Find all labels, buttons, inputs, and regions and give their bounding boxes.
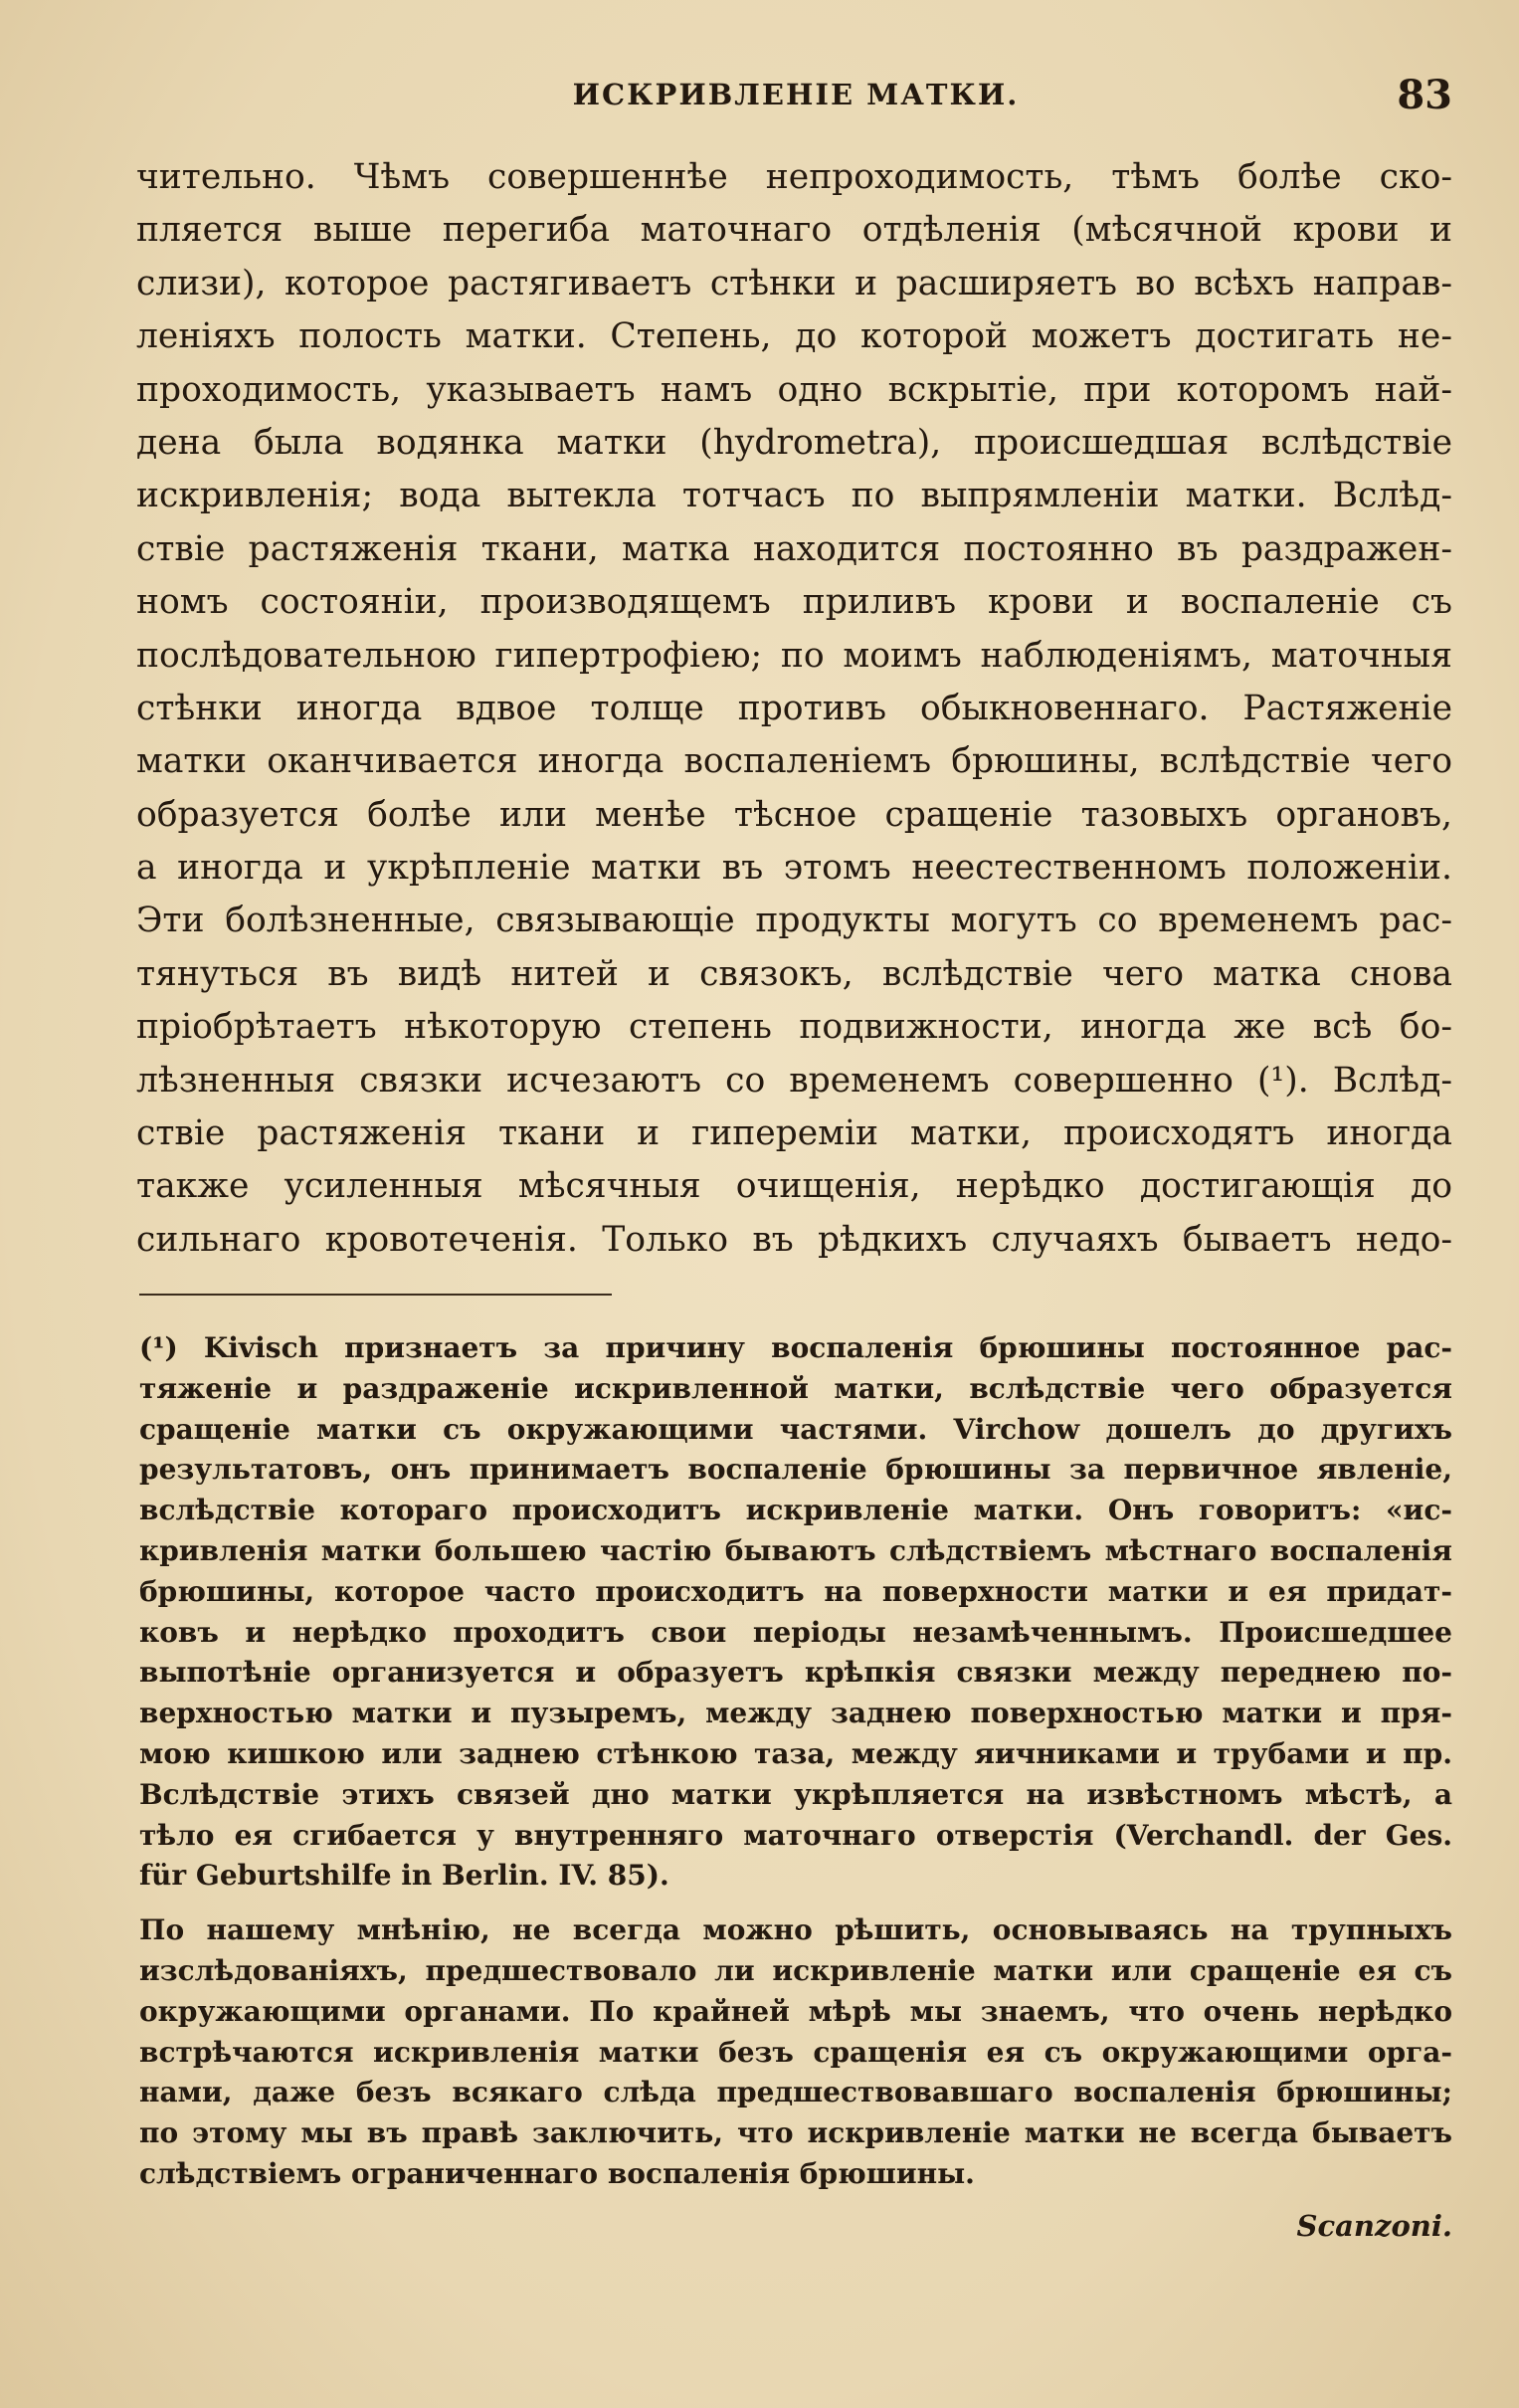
- text-line: а иногда и укрѣпленіе матки въ этомъ неестественномъ положеніи.: [136, 848, 1452, 889]
- footnote-line: für Geburtshilfe in Berlin. IV. 85).: [139, 1859, 669, 1893]
- text-line: леніяхъ полость матки. Степень, до которой можетъ достигать не-: [136, 316, 1452, 357]
- text-line: слизи), которое растягиваетъ стѣнки и расширяетъ во всѣхъ направ-: [136, 263, 1452, 303]
- translator-note-line: слѣдствіемъ ограниченнаго воспаленія брюшины.: [139, 2156, 975, 2190]
- footnote-line: брюшины, которое часто происходитъ на поверхности матки и ея придат-: [139, 1574, 1452, 1608]
- page-header: [139, 72, 1452, 127]
- text-line: сильнаго кровотеченія. Только въ рѣдкихъ случаяхъ бываетъ недо-: [136, 1219, 1452, 1260]
- translator-note-line: встрѣчаются искривленія матки безъ сращенія ея съ окружающими орга-: [139, 2035, 1452, 2069]
- text-line: ствіе растяженія ткани, матка находится постоянно въ раздражен-: [136, 528, 1452, 569]
- footnote-line: Вслѣдствіе этихъ связей дно матки укрѣпляется на извѣстномъ мѣстѣ, а: [139, 1777, 1452, 1811]
- text-line: образуется болѣе или менѣе тѣсное сращеніе тазовыхъ органовъ,: [136, 794, 1452, 835]
- footnote-line: верхностью матки и пузыремъ, между заднею поверхностью матки и пря-: [139, 1697, 1452, 1730]
- text-line: дена была водянка матки (hydrometra), происшедшая вслѣдствіе: [136, 422, 1452, 463]
- translator-note-line: По нашему мнѣнію, не всегда можно рѣшить, основываясь на трупныхъ: [139, 1913, 1452, 1947]
- text-line: тянуться въ видѣ нитей и связокъ, вслѣдствіе чего матка снова: [136, 953, 1452, 994]
- footnote-line: тяженіе и раздраженіе искривленной матки, вслѣдствіе чего образуется: [139, 1371, 1452, 1405]
- translator-note-line: нами, даже безъ всякаго слѣда предшествовавшаго воспаленія брюшины;: [139, 2076, 1452, 2109]
- text-line: номъ состояніи, производящемъ приливъ крови и воспаленіе съ: [136, 582, 1452, 623]
- text-line: ствіе растяженія ткани и гипереміи матки, происходятъ иногда: [136, 1113, 1452, 1154]
- footnote-divider: [139, 1294, 612, 1296]
- footnote-line: результатовъ, онъ принимаетъ воспаленіе брюшины за первичное явленіе,: [139, 1453, 1452, 1487]
- text-line: пріобрѣтаетъ нѣкоторую степень подвижности, иногда же всѣ бо-: [136, 1007, 1452, 1048]
- footnote-line: кривленія матки большею частію бываютъ слѣдствіемъ мѣстнаго воспаленія: [139, 1533, 1452, 1567]
- footnote-line: вслѣдствіе котораго происходитъ искривленіе матки. Онъ говоритъ: «ис-: [139, 1494, 1452, 1527]
- text-line: стѣнки иногда вдвое толще противъ обыкновеннаго. Растяженіе: [136, 688, 1452, 728]
- footnote-line: сращеніе матки съ окружающими частями. Virchow дошелъ до другихъ: [139, 1412, 1452, 1446]
- page-number: 83: [1397, 72, 1452, 118]
- text-line: чительно. Чѣмъ совершеннѣе непроходимость, тѣмъ болѣе ско-: [136, 157, 1452, 197]
- footnotes: [139, 1328, 1452, 2251]
- text-line: также усиленныя мѣсячныя очищенія, нерѣдко достигающія до: [136, 1166, 1452, 1207]
- footnote-line: мою кишкою или заднею стѣнкою таза, между яичниками и трубами и пр.: [139, 1736, 1452, 1770]
- translator-note-line: окружающими органами. По крайней мѣрѣ мы знаемъ, что очень нерѣдко: [139, 1994, 1452, 2028]
- text-line: лѣзненныя связки исчезаютъ со временемъ совершенно (¹). Вслѣд-: [136, 1060, 1452, 1101]
- text-line: послѣдовательною гипертрофіею; по моимъ наблюденіямъ, маточныя: [136, 635, 1452, 676]
- signature: Scanzoni.: [1296, 2208, 1452, 2243]
- footnote-line: (¹) Kivisch признаетъ за причину воспаленія брюшины постоянное рас-: [139, 1331, 1452, 1364]
- translator-note-line: изслѣдованіяхъ, предшествовало ли искривленіе матки или сращеніе ея съ: [139, 1953, 1452, 1987]
- footnote-line: выпотѣніе организуется и образуетъ крѣпкія связки между переднею по-: [139, 1656, 1452, 1690]
- text-line: проходимость, указываетъ намъ одно вскрытіе, при которомъ най-: [136, 369, 1452, 410]
- text-line: пляется выше перегиба маточнаго отдѣленія (мѣсячной крови и: [136, 210, 1452, 251]
- text-line: Эти болѣзненные, связывающіе продукты могутъ со временемъ рас-: [136, 901, 1452, 941]
- translator-note-line: по этому мы въ правѣ заключить, что искривленіе матки не всегда бываетъ: [139, 2116, 1452, 2150]
- text-line: искривленія; вода вытекла тотчасъ по выпрямленіи матки. Вслѣд-: [136, 476, 1452, 516]
- text-line: матки оканчивается иногда воспаленіемъ брюшины, вслѣдствіе чего: [136, 741, 1452, 782]
- main-text: [136, 151, 1452, 1267]
- footnote-line: ковъ и нерѣдко проходитъ свои періоды незамѣченнымъ. Происшедшее: [139, 1615, 1452, 1649]
- running-title: ИСКРИВЛЕНІЕ МАТКИ.: [572, 78, 1020, 111]
- footnote-line: тѣло ея сгибается у внутренняго маточнаго отверстія (Verchandl. der Ges.: [139, 1818, 1452, 1852]
